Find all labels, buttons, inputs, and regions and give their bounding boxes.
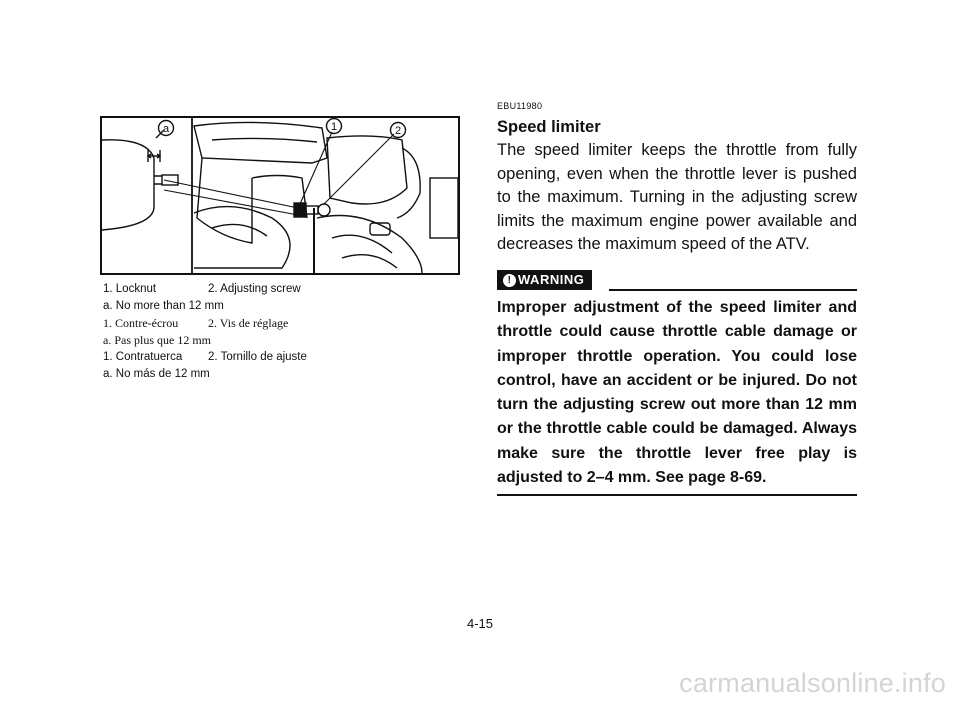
figure-captions <box>103 281 463 383</box>
callout-a <box>159 121 174 136</box>
caption-item: 1. Contratuerca <box>103 351 183 363</box>
caption-item: 2. Adjusting screw <box>208 283 301 295</box>
inset-detail <box>102 118 192 273</box>
caption-item: 1. Locknut <box>103 283 157 295</box>
caption-row <box>103 366 463 383</box>
warning-text: Improper adjustment of the speed limiter and throttle could cause throttle cable damage or improper throttle operation. You could lose control, have an accident or be injured. Do not turn the adjusting screw out more than 12 mm or the throttle cable could be damaged. Always make sure the throttle lever free play is adjusted to 2–4 mm. See page 8-69. <box>497 299 857 487</box>
warning-bottom-rule <box>497 494 857 496</box>
caption-row <box>103 332 463 349</box>
caption-row <box>103 298 463 315</box>
caption-item: 2. Tornillo de ajuste <box>208 351 307 363</box>
section-heading: Speed limiter <box>497 118 601 136</box>
caption-row <box>103 315 463 332</box>
caption-item: 1. Contre-écrou <box>103 316 179 330</box>
caption-item: a. No more than 12 mm <box>103 300 224 312</box>
warning-icon: ! <box>503 274 516 287</box>
callout-1 <box>327 119 342 134</box>
caption-item: 2. Vis de réglage <box>208 316 289 330</box>
warning-label: WARNING <box>518 272 585 287</box>
page-number: 4-15 <box>466 616 494 631</box>
warning-header <box>497 270 857 292</box>
watermark: carmanualsonline.info <box>679 668 946 698</box>
adjusting-screw <box>294 203 330 217</box>
warning-rule <box>609 289 857 291</box>
warning-badge <box>497 270 592 290</box>
svg-text:a: a <box>162 123 170 135</box>
section-body: The speed limiter keeps the throttle from fully opening, even when the throttle lever is pushed to the maximum. Turning in the adjusting screw limits the maximum engine power available and decreases the maximum speed of the ATV. <box>497 141 857 253</box>
speed-limiter-illustration <box>100 116 460 275</box>
caption-row <box>103 281 463 298</box>
caption-item: a. Pas plus que 12 mm <box>103 333 211 347</box>
caption-row <box>103 349 463 366</box>
svg-text:1: 1 <box>330 121 338 133</box>
speed-limiter-section <box>497 100 857 257</box>
caption-item: a. No más de 12 mm <box>103 368 210 380</box>
section-code: EBU11980 <box>497 101 543 111</box>
svg-text:2: 2 <box>394 125 402 137</box>
callout-2 <box>391 123 406 138</box>
